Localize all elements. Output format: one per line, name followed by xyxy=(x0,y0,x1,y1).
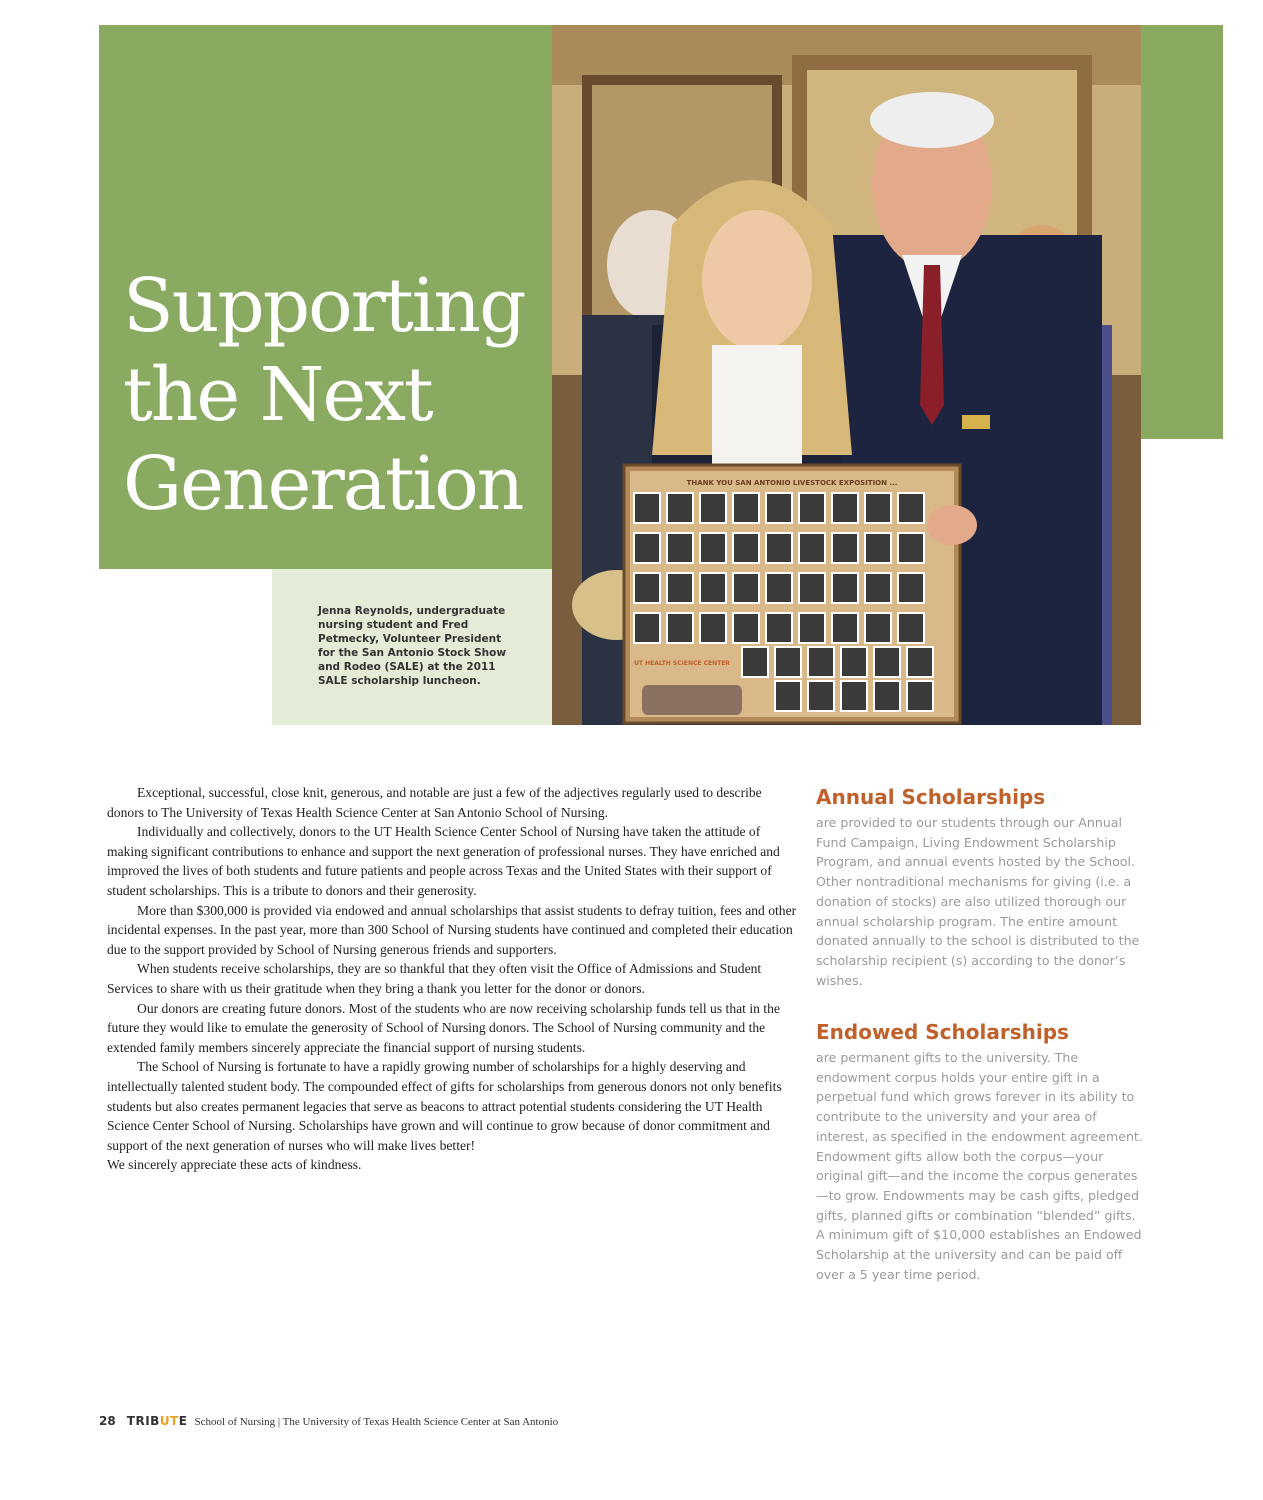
body-paragraph: The School of Nursing is fortunate to have a rapidly growing number of scholarships for a highly deserving and intellectually talented student body. The compounded effect of gifts for scholarships from generous donors not only benefits students but also creates permanent legacies that serve as beacons to attract potential students considering the UT Health Science Center School of Nursing. Scholarships have grown and will continue to grow because of donor commitment and support of the next generation of nurses who will make lives better! xyxy=(107,1059,782,1153)
page-number: 28 xyxy=(99,1414,116,1428)
logo-accent: UT xyxy=(159,1414,179,1428)
logo-part: TRIB xyxy=(126,1414,160,1428)
endowed-scholarships-heading: Endowed Scholarships xyxy=(816,1020,1069,1044)
body-paragraph: Our donors are creating future donors. Most of the students who are now receiving scholarship funds tell us that in the future they would like to emulate the generosity of School of Nursing donors. The School of Nursing community and the extended family members sincerely appreciate the financial support of nursing students. xyxy=(107,1000,780,1055)
accent-panel xyxy=(1141,25,1223,439)
body-paragraph: When students receive scholarships, they are so thankful that they often visit the Office of Admissions and Student Services to share with us their gratitude when they bring a thank you letter for the donor or donors. xyxy=(107,961,762,996)
magazine-logo xyxy=(127,1414,188,1428)
title-line-2: the Next xyxy=(123,352,432,438)
annual-scholarships-text: are provided to our students through our Annual Fund Campaign, Living Endowment Scholarship Program, and annual events hosted by the School. Other nontraditional mechanisms for giving (i.e. a donation of stocks) are also utilized thorough our annual scholarship program. The entire amount donated annually to the school is distributed to the scholarship recipient (s) according to the donor’s wishes. xyxy=(816,815,1140,988)
event-photo xyxy=(552,25,1141,725)
logo-part: E xyxy=(178,1414,188,1428)
endowed-scholarships-section xyxy=(816,1018,1146,1284)
article-body xyxy=(107,783,797,1175)
title-line-3: Generation xyxy=(123,441,523,527)
title-line-1: Supporting xyxy=(123,263,525,349)
endowed-scholarships-text: are permanent gifts to the university. The endowment corpus holds your entire gift in a perpetual fund which grows forever in its ability to contribute to the university and your area of interest, as specified in the endowment agreement. Endowment gifts allow both the corpus—your original gift—and the income the corpus generates—to grow. Endowments may be cash gifts, pledged gifts, planned gifts or combination “blended” gifts. A minimum gift of $10,000 establishes an Endowed Scholarship at the university and can be paid off over a 5 year time period. xyxy=(816,1050,1143,1282)
body-paragraph: Exceptional, successful, close knit, generous, and notable are just a few of the adjectives regularly used to describe donors to The University of Texas Health Science Center at San Antonio School of Nursing. xyxy=(107,785,762,820)
poster-logo: UT HEALTH SCIENCE CENTER xyxy=(634,660,730,667)
annual-scholarships-heading: Annual Scholarships xyxy=(816,785,1046,809)
page-footer xyxy=(99,1414,558,1428)
footer-subtitle: School of Nursing | The University of Texas Health Science Center at San Antonio xyxy=(194,1416,559,1428)
poster-title: THANK YOU SAN ANTONIO LIVESTOCK EXPOSITION ... xyxy=(686,479,898,487)
body-paragraph: Individually and collectively, donors to the UT Health Science Center School of Nursing have taken the attitude of making significant contributions to enhance and support the next generation of professional nurses. They have enriched and improved the lives of both students and future patients and people across Texas and the United States with their support of student scholarships. This is a tribute to donors and their generosity. xyxy=(107,824,780,898)
photo-caption: Jenna Reynolds, undergraduate nursing student and Fred Petmecky, Volunteer President for the San Antonio Stock Show and Rodeo (SALE) at the 2011 SALE scholarship luncheon. xyxy=(318,605,507,687)
body-paragraph: More than $300,000 is provided via endowed and annual scholarships that assist students to defray tuition, fees and other incidental expenses. In the past year, more than 300 School of Nursing students have continued and completed their education due to the support provided by School of Nursing generous friends and supporters. xyxy=(107,902,797,957)
annual-scholarships-section xyxy=(816,783,1146,990)
page-title xyxy=(123,262,553,529)
body-paragraph: We sincerely appreciate these acts of kindness. xyxy=(107,1157,362,1173)
